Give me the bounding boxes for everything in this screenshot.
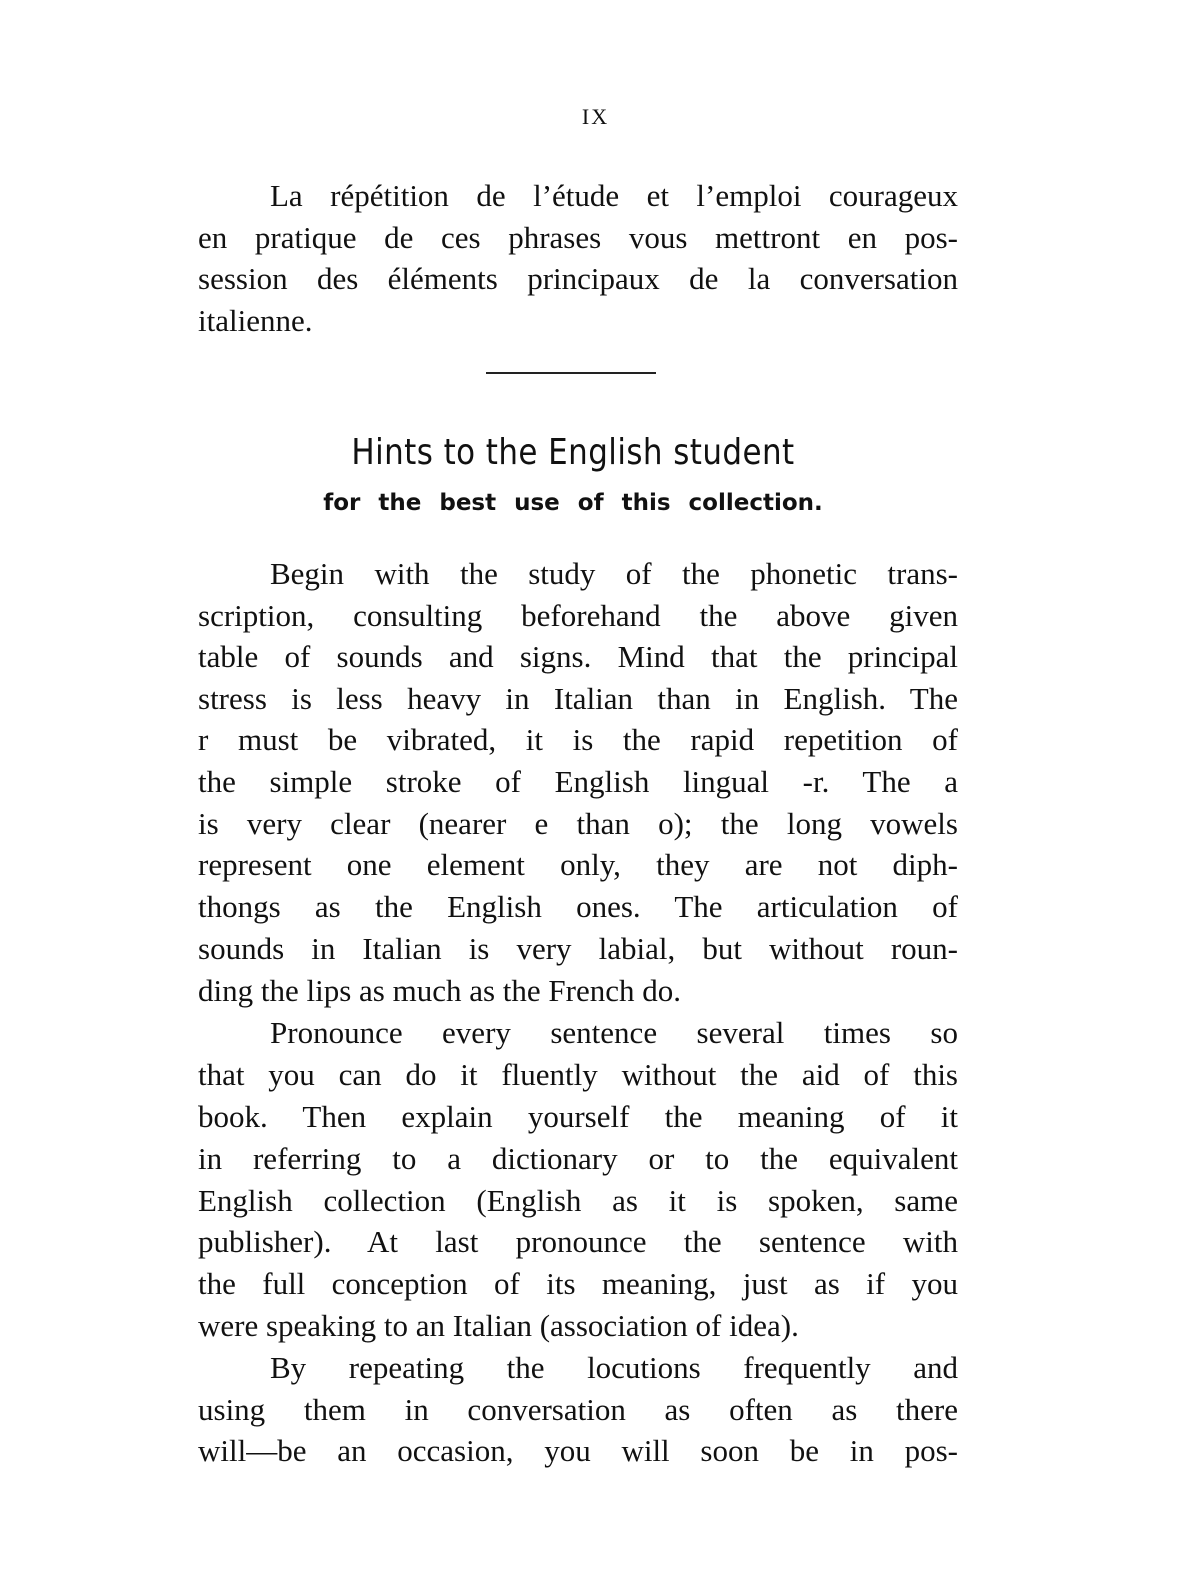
section-subheading: for the best use of this collection. bbox=[323, 490, 823, 516]
section-heading: Hints to the English student bbox=[351, 432, 795, 473]
text-line: ding the lips as much as the French do. bbox=[198, 973, 681, 1008]
text-line: in referring to a dictionary or to the equivalent bbox=[198, 1141, 958, 1176]
text-line: that you can do it fluently without the aid of this bbox=[198, 1057, 958, 1092]
text-line: using them in conversation as often as there bbox=[198, 1392, 958, 1427]
text-line: en pratique de ces phrases vous mettront en pos- bbox=[198, 220, 958, 255]
text-line: scription, consulting beforehand the above given bbox=[198, 598, 958, 633]
text-line: book. Then explain yourself the meaning of it bbox=[198, 1099, 958, 1134]
text-line: session des éléments principaux de la conversation bbox=[198, 261, 958, 296]
text-line: stress is less heavy in Italian than in English. The bbox=[198, 681, 958, 716]
text-line: table of sounds and signs. Mind that the principal bbox=[198, 639, 958, 674]
text-line: La répétition de l’étude et l’emploi courageux bbox=[270, 178, 958, 213]
text-line: were speaking to an Italian (association of idea). bbox=[198, 1308, 799, 1343]
text-line: By repeating the locutions frequently and bbox=[270, 1350, 958, 1385]
text-line: sounds in Italian is very labial, but without roun- bbox=[198, 931, 958, 966]
text-line: publisher). At last pronounce the sentence with bbox=[198, 1224, 958, 1259]
text-line: represent one element only, they are not diph- bbox=[198, 847, 958, 882]
text-line: thongs as the English ones. The articulation of bbox=[198, 889, 958, 924]
text-line: r must be vibrated, it is the rapid repetition of bbox=[198, 722, 958, 757]
text-line: the simple stroke of English lingual -r. The a bbox=[198, 764, 958, 799]
text-line: italienne. bbox=[198, 303, 313, 338]
text-line: the full conception of its meaning, just as if you bbox=[198, 1266, 958, 1301]
text-line: Pronounce every sentence several times so bbox=[270, 1015, 958, 1050]
text-line: Begin with the study of the phonetic trans- bbox=[270, 556, 958, 591]
text-line: is very clear (nearer e than o); the long vowels bbox=[198, 806, 958, 841]
page-number: IX bbox=[581, 104, 610, 129]
text-line: will—be an occasion, you will soon be in pos- bbox=[198, 1433, 958, 1468]
section-divider bbox=[486, 372, 656, 374]
text-line: English collection (English as it is spoken, same bbox=[198, 1183, 958, 1218]
